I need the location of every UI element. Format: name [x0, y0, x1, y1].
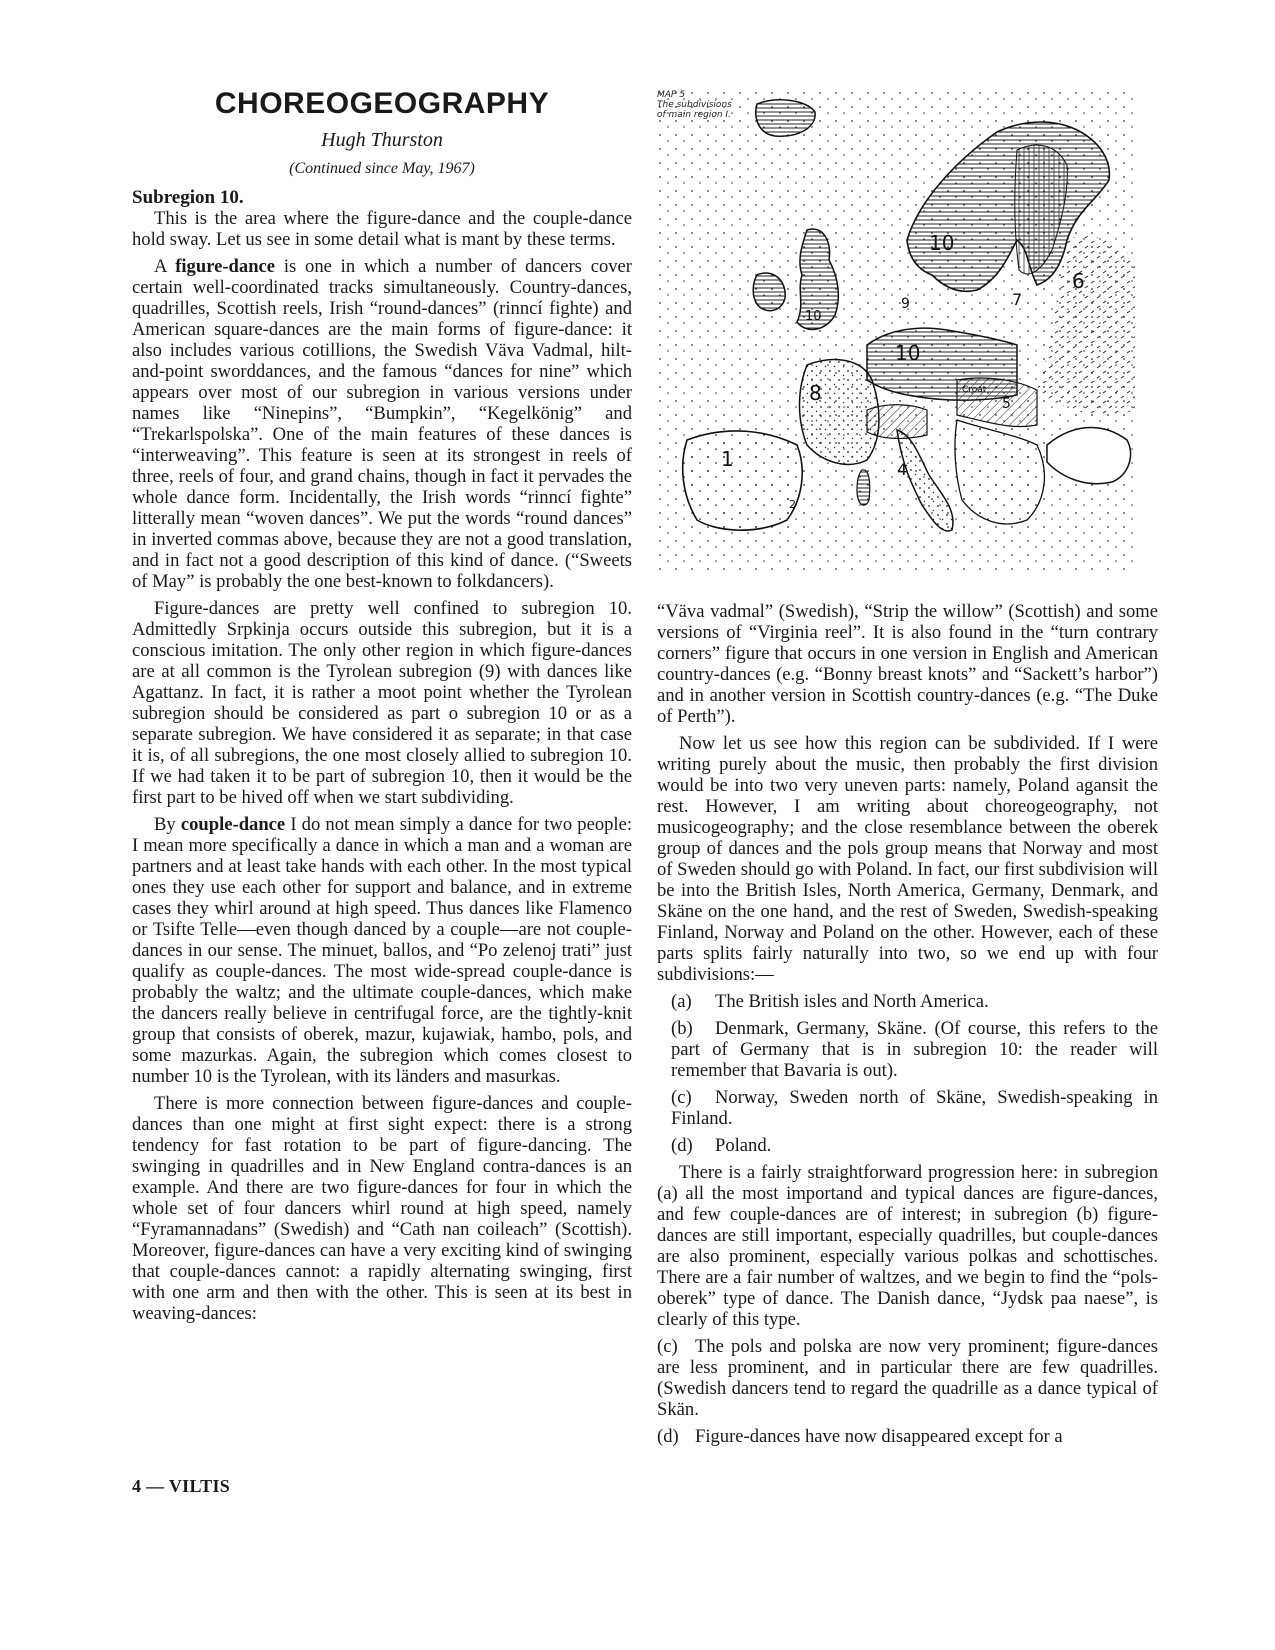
term-figure-dance: figure-dance [175, 256, 276, 277]
article-title: CHOREOGEOGRAPHY [214, 87, 550, 120]
right-paragraph-5: (d) Figure-dances have now disappeared except for a [657, 1426, 1063, 1447]
sardinia-shape [857, 470, 870, 505]
right-paragraph-4: (c) The pols and polska are now very prominent; figure-dances are less prominent, and in particular there are few quadrilles. (Swedish dancers tend to regard the quadrille as a dance typical of Skän. [657, 1336, 1158, 1420]
subdivision-item-b: (b) Denmark, Germany, Skäne. (Of course, this refers to the part of Germany that is in subregion 10: the reader will remember that Bavaria is out). [671, 1018, 1158, 1081]
right-paragraph-2: Now let us see how this region can be subdivided. If I were writing purely about the music, then probably the first division would be into two very uneven parts: namely, Poland agansit the rest. However, I am writing about choreogeography, not musicogeography; and the close resemblance between the oberek group of dances and the pols group means that Norway and most of Sweden should go with Poland. In fact, our first subdivision will be into the British Isles, North America, Germany, Denmark, and Skäne on the one hand, and the rest of Sweden, Swedish-speaking Finland, Norway and Poland on the other. However, each of these parts splits fairly naturally into two, so we end up with four subdivisions:— [657, 733, 1158, 985]
subdivision-item-c: (c) Norway, Sweden north of Skäne, Swedish-speaking in Finland. [671, 1087, 1158, 1129]
iberia-shape [683, 431, 803, 530]
map-label-10-central: 10 [895, 341, 921, 365]
map-label-4: 4 [897, 460, 908, 479]
map-label-croat: Croat [962, 385, 987, 395]
subregion-heading: Subregion 10. [132, 187, 244, 208]
left-column [132, 208, 632, 1330]
author-byline: Hugh Thurston [321, 129, 443, 151]
subdivision-item-d: (d) Poland. [671, 1135, 772, 1156]
continuation-note: (Continued since May, 1967) [289, 160, 475, 177]
map-label-6: 6 [1072, 269, 1085, 293]
map-label-9: 9 [901, 296, 910, 312]
left-paragraph-5: There is more connection between figure-dances and couple-dances than one might at first sight expect: there is a strong tendency for fast rotation to be part of figure-dancing. The swinging in quadrilles and in New England contra-dances is an example. And there are two figure-dances for four in which the whole set of four dancers whirl round at high speed, namely “Fyramannadans” (Swedish) and “Cath nan coileach” (Scottish). Moreover, figure-dances can have a very exciting kind of swinging that couple-dances cannot: a rapidly alternating swinging, first with one arm and then with the other. This is seen at its best in weaving-dances: [132, 1093, 632, 1324]
europe-subdivision-map [657, 90, 1137, 570]
right-paragraph-1: “Väva vadmal” (Swedish), “Strip the willow” (Scottish) and some versions of “Virginia reel”. It is also found in the “turn contrary corners” figure that occurs in one version in English and American country-dances (e.g. “Bonny breast knots” and “Sackett’s harbor”) and in another version in Scottish country-dances (e.g. “The Duke of Perth”). [657, 601, 1158, 727]
map-caption-line-3: of main region I. [657, 110, 731, 120]
map-label-8: 8 [809, 381, 822, 405]
left-paragraph-3: Figure-dances are pretty well confined to subregion 10. Admittedly Srpkinja occurs outside this subregion, but it is a conscious imitation. The only other region in which figure-dances are at all common is the Tyrolean subregion (9) with dances like Agattanz. In fact, it is rather a moot point whether the Tyrolean subregion should be considered as part o subregion 10 or as a separate subregion. We have considered it as separate; in that case it is, of all subregions, the one most closely allied to subregion 10. If we had taken it to be part of subregion 10, then it would be the first part to be hived off when we start subdividing. [132, 598, 632, 808]
map-label-7: 7 [1012, 290, 1023, 309]
map-label-10-north: 10 [929, 231, 955, 255]
map-caption-line-2: The subdivisions [657, 100, 732, 110]
map-label-10-britain: 10 [805, 309, 822, 324]
right-paragraph-3: There is a fairly straightforward progression here: in subregion (a) all the most importand and typical dances are figure-dances, and few couple-dances are of interest; in subregion (b) figure-dances are still important, especially quadrilles, but couple-dances are also prominent, especially various polkas and schottisches. There are a fair number of waltzes, and we begin to find the “pols-oberek” type of dance. The Danish dance, “Jydsk paa naese”, is clearly of this type. [657, 1162, 1158, 1330]
term-couple-dance: couple-dance [180, 814, 286, 835]
map-label-1: 1 [721, 447, 734, 471]
map-drawing [657, 90, 1137, 570]
left-paragraph-2: A figure-dance is one in which a number of dancers cover certain well-coordinated tracks simultaneously. Country-dances, quadrilles, Scottish reels, Irish “round-dances” (rinncí fighte) and American square-dances are the main forms of figure-dance: it also includes various cotillions, the Swedish Väva Vadmal, hilt-and-point sworddances, and the famous “dances for nine” which appears over most of our subregion in various versions under names like “Ninepins”, “Bumpkin”, “Kegelkönig” and “Trekarlspolska”. One of the main features of these dances is “interweaving”. This feature is seen at its strongest in reels of three, reels of four, and grand chains, though in fact it pervades the whole dance form. Incidentally, the Irish words “rinncí fighte” litterally mean “woven dances”. We put the words “round dances” in inverted commas above, because they are not a good translation, and in fact not a good description of this kind of dance. (“Sweets of May” is probably the one best-known to folkdancers). [132, 256, 632, 592]
subdivision-item-a: (a) The British isles and North America. [671, 991, 989, 1012]
left-paragraph-4: By couple-dance I do not mean simply a dance for two people: I mean more specifically a dance in which a man and a woman are partners and at least take hands with each other. In the most typical ones they use each other for support and balance, and in extreme cases they whirl around at high speed. Thus dances like Flamenco or Tsifte Telle—even though danced by a couple—are not couple-dances in our sense. The minuet, ballos, and “Po zelenoj trati” just qualify as couple-dances. The most wide-spread couple-dance is probably the waltz; and the ultimate couple-dances, which make the dancers really believe in centrifugal force, are the tightly-knit group that consists of oberek, mazur, kujawiak, hambo, pols, and some mazurkas. Again, the subregion which comes closest to number 10 is the Tyrolean, with its länders and masurkas. [132, 814, 632, 1087]
right-column [657, 601, 1158, 1453]
map-caption [657, 90, 732, 120]
map-label-5: 5 [1002, 396, 1011, 412]
map-caption-line-1: MAP 5 [657, 90, 685, 100]
map-label-2: 2 [789, 498, 796, 511]
left-paragraph-1: This is the area where the figure-dance and the couple-dance hold sway. Let us see in some detail what is mant by these terms. [132, 208, 632, 250]
page-footer: 4 — VILTIS [132, 1476, 231, 1496]
